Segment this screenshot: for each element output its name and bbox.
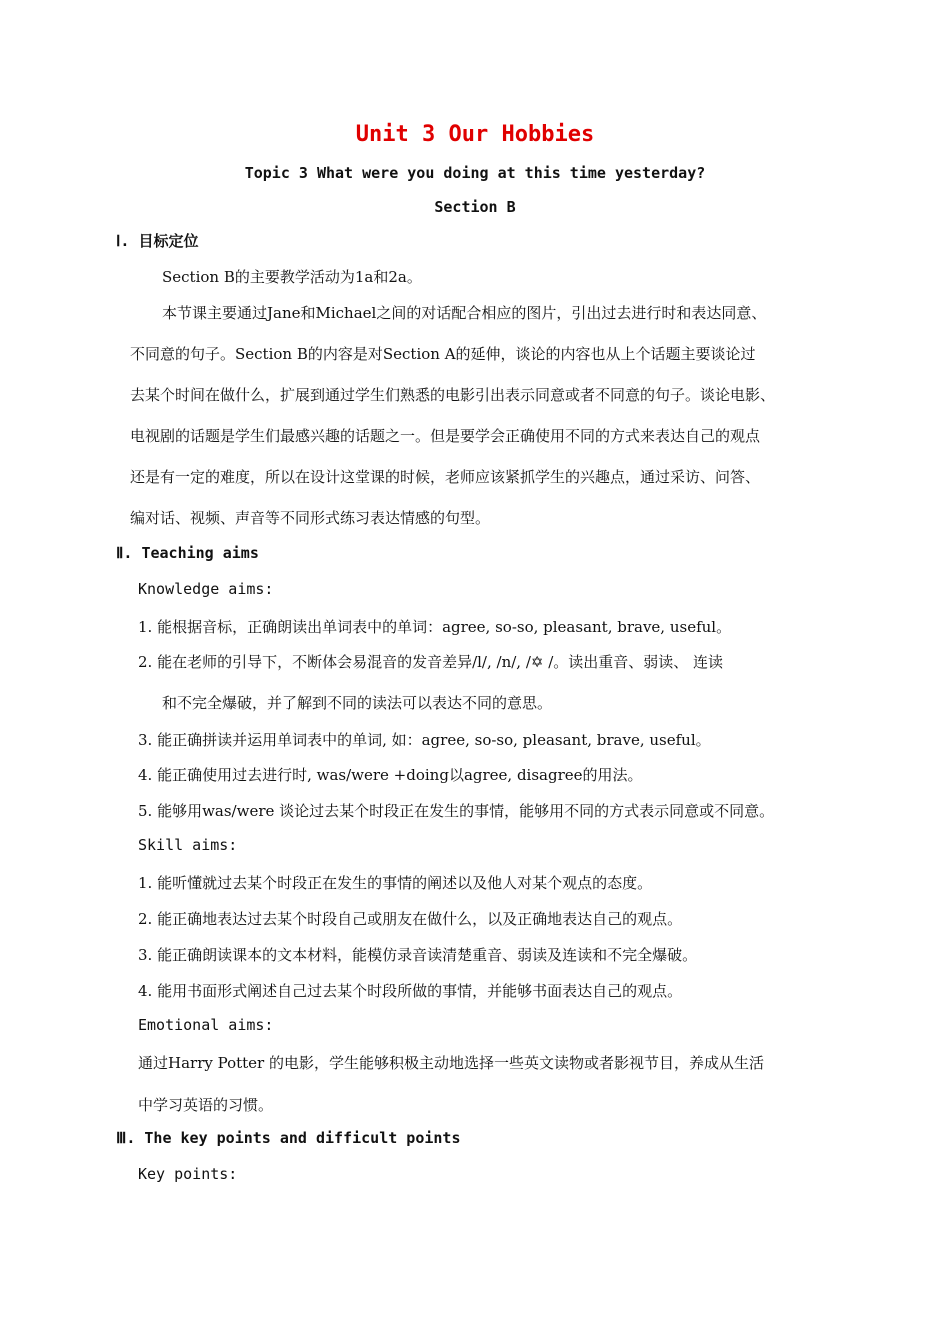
emotional-aim-line: 通过Harry Potter 的电影，学生能够积极主动地选择一些英文读物或者影视节目，养成从生活 [138, 1054, 764, 1072]
skill-aim-item: 2. 能正确地表达过去某个时段自己或朋友在做什么，以及正确地表达自己的观点。 [138, 910, 683, 928]
knowledge-aim-item: 1. 能根据音标，正确朗读出单词表中的单词：agree, so-so, pleasant, brave, useful。 [138, 618, 732, 636]
paragraph-line: 不同意的句子。Section B的内容是对Section A的延伸，谈论的内容也从上个话题主要谈论过 [130, 345, 756, 363]
paragraph-line: 还是有一定的难度，所以在设计这堂课的时候，老师应该紧抓学生的兴趣点，通过采访、问答、 [130, 468, 761, 486]
paragraph-line: 电视剧的话题是学生们最感兴趣的话题之一。但是要学会正确使用不同的方式来表达自己的观点 [130, 427, 761, 445]
paragraph-line: 本节课主要通过Jane和Michael之间的对话配合相应的图片，引出过去进行时和表达同意、 [162, 304, 767, 322]
emotional-aims-label: Emotional aims: [138, 1016, 274, 1034]
knowledge-aim-item: 4. 能正确使用过去进行时, was/were +doing以agree, disagree的用法。 [138, 766, 643, 784]
heading-goal-positioning: Ⅰ. 目标定位 [116, 232, 199, 250]
heading-key-points: Ⅲ. The key points and difficult points [116, 1129, 461, 1147]
skill-aim-item: 1. 能听懂就过去某个时段正在发生的事情的阐述以及他人对某个观点的态度。 [138, 874, 653, 892]
knowledge-aim-item: 3. 能正确拼读并运用单词表中的单词, 如：agree, so-so, pleasant, brave, useful。 [138, 731, 711, 749]
knowledge-aim-item: 5. 能够用was/were 谈论过去某个时段正在发生的事情，能够用不同的方式表示同意或不同意。 [138, 802, 775, 820]
skill-aim-item: 3. 能正确朗读课本的文本材料，能模仿录音读清楚重音、弱读及连读和不完全爆破。 [138, 946, 698, 964]
paragraph-line: Section B的主要教学活动为1a和2a。 [162, 268, 422, 286]
heading-teaching-aims: Ⅱ. Teaching aims [116, 544, 259, 562]
skill-aims-label: Skill aims: [138, 836, 238, 854]
knowledge-aims-label: Knowledge aims: [138, 580, 274, 598]
section-subtitle: Section B [434, 198, 516, 216]
knowledge-aim-item: 2. 能在老师的引导下，不断体会易混音的发音差异/l/, /n/, /✡ /。读出重音、弱读、 连读 [138, 653, 724, 671]
paragraph-line: 去某个时间在做什么，扩展到通过学生们熟悉的电影引出表示同意或者不同意的句子。谈论电影、 [130, 386, 776, 404]
emotional-aim-line: 中学习英语的习惯。 [138, 1096, 274, 1114]
key-points-label: Key points: [138, 1165, 238, 1183]
paragraph-line: 编对话、视频、声音等不同形式练习表达情感的句型。 [130, 509, 491, 527]
knowledge-aim-item: 和不完全爆破，并了解到不同的读法可以表达不同的意思。 [162, 694, 553, 712]
document-title: Unit 3 Our Hobbies [355, 122, 595, 147]
topic-subtitle: Topic 3 What were you doing at this time yesterday? [244, 164, 706, 182]
skill-aim-item: 4. 能用书面形式阐述自己过去某个时段所做的事情，并能够书面表达自己的观点。 [138, 982, 683, 1000]
